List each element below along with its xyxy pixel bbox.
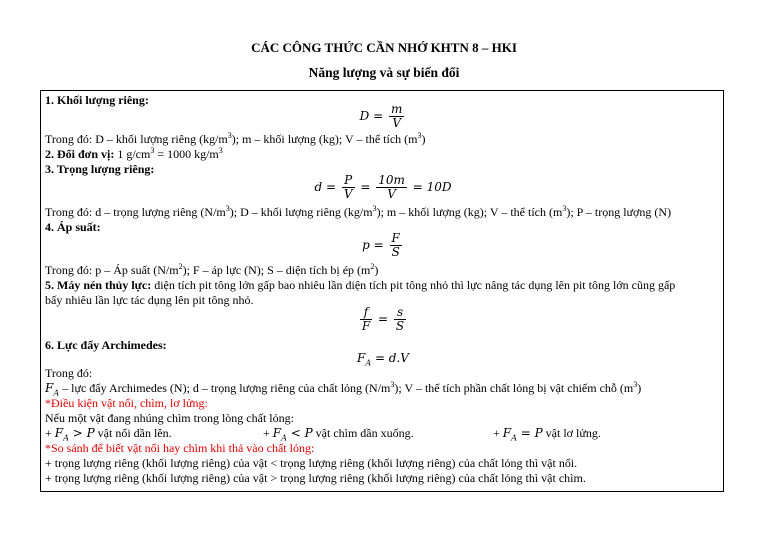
formula-lhs: d =	[314, 180, 337, 194]
superscript: 3	[633, 380, 638, 389]
formula-rhs: = d.V	[371, 351, 409, 365]
relation: < P	[286, 426, 313, 440]
symbol: F	[54, 426, 64, 440]
relation: = P	[516, 426, 543, 440]
denominator: S	[395, 319, 405, 333]
denominator: V	[343, 187, 353, 201]
superscript: 3	[417, 131, 422, 140]
text: diện tích pit tông lớn gấp bao nhiêu lần diện tích pit tông nhỏ thì lực nâng tác dụng lên pit tông lớn cũng gấp	[151, 278, 676, 292]
formula-lhs: D =	[359, 109, 384, 123]
fraction	[376, 174, 407, 201]
section-3-heading: 3. Trọng lượng riêng:	[45, 162, 155, 176]
document-subtitle: Năng lượng và sự biến đổi	[308, 65, 460, 80]
text: ); F – áp lực (N); S – diện tích bị ép (m	[182, 263, 371, 277]
text: 1 g/cm	[114, 147, 151, 161]
fraction	[342, 174, 355, 201]
fraction	[390, 232, 402, 259]
numerator: s	[394, 306, 406, 320]
archimedes-formula	[41, 351, 725, 366]
text: )	[421, 132, 426, 146]
subscript: A	[281, 433, 287, 443]
text: = 1000 kg/m	[154, 147, 219, 161]
superscript: 3	[225, 204, 230, 213]
numerator: P	[342, 174, 355, 188]
numerator: m	[390, 102, 403, 116]
condition-intro: Nếu một vật đang nhúng chìm trong lòng chất lỏng:	[45, 411, 294, 425]
case-suspend	[493, 426, 601, 441]
text: ); D – khối lượng riêng (kg/m	[229, 205, 373, 219]
fraction	[389, 103, 404, 130]
fraction	[360, 306, 372, 333]
case-sink	[263, 426, 414, 441]
text: Trong đó: p – Áp suất (N/m	[45, 263, 179, 277]
section-2-line	[45, 147, 223, 162]
symbol: F	[502, 426, 512, 440]
formula-rhs: = 10D	[412, 180, 452, 194]
density-formula	[41, 103, 725, 130]
section-5-line-1	[45, 278, 675, 293]
symbol: F	[45, 381, 54, 395]
superscript: 3	[372, 204, 377, 213]
section-2-heading: 2. Đổi đơn vị:	[45, 147, 115, 161]
section-6-where: Trong đó:	[45, 366, 93, 380]
superscript: 3	[562, 204, 567, 213]
condition-heading: *Điều kiện vật nổi, chìm, lơ lửng:	[45, 396, 208, 410]
text: ); m – khối lượng (kg); V – thể tích (m	[231, 132, 418, 146]
text: Trong đó: d – trọng lượng riêng (N/m	[45, 205, 226, 219]
section-4-note	[45, 263, 378, 278]
section-1-heading: 1. Khối lượng riêng:	[45, 93, 149, 107]
denominator: S	[391, 245, 400, 259]
text: )	[374, 263, 379, 277]
pressure-formula	[41, 232, 725, 259]
superscript: 3	[218, 146, 223, 155]
case-float	[45, 426, 172, 441]
subscript: A	[53, 388, 60, 398]
section-6-heading: 6. Lực đẩy Archimedes:	[45, 338, 167, 352]
text: Trong đó: D – khối lượng riêng (kg/m	[45, 132, 228, 146]
text: ); P – trọng lượng (N)	[566, 205, 672, 219]
relation: > P	[68, 426, 95, 440]
formula-box	[40, 90, 724, 492]
equals: =	[378, 312, 389, 326]
compare-heading: *So sánh để biết vật nổi hay chìm khi thả vào chất lỏng:	[45, 441, 315, 455]
text: +	[45, 426, 55, 440]
denominator: V	[392, 116, 401, 130]
superscript: 3	[390, 380, 395, 389]
hydraulic-formula	[41, 306, 725, 333]
subscript: A	[511, 433, 517, 443]
text: vật chìm dần xuống.	[312, 426, 414, 440]
numerator: f	[360, 306, 372, 320]
superscript: 2	[178, 262, 183, 271]
numerator: F	[391, 231, 400, 245]
symbol: F	[357, 351, 366, 365]
section-5-line-2: bấy nhiêu lần lực tác dụng lên pit tông nhỏ.	[45, 293, 254, 307]
compare-line-2: + trọng lượng riêng (khối lượng riêng) của vật > trọng lượng riêng (khối lượng riêng) của chất lỏng thì vật chìm.	[45, 471, 586, 485]
text: ); m – khối lượng (kg); V – thể tích (m	[376, 205, 563, 219]
text: )	[637, 381, 642, 395]
text: – lực đẩy Archimedes (N); d – trọng lượng riêng của chất lỏng (N/m	[59, 381, 391, 395]
fraction	[394, 306, 406, 333]
denominator: V	[387, 187, 396, 201]
section-6-definition	[45, 381, 641, 396]
text: ); V – thể tích phần chất lỏng bị vật chiếm chỗ (m	[394, 381, 634, 395]
text: vật nổi dần lên.	[94, 426, 172, 440]
specific-weight-formula	[41, 174, 725, 201]
condition-cases	[45, 426, 721, 441]
superscript: 2	[370, 262, 375, 271]
compare-line-1: + trọng lượng riêng (khối lượng riêng) của vật < trọng lượng riêng (khối lượng riêng) của chất lỏng thì vật nổi.	[45, 456, 578, 470]
section-3-note	[45, 205, 671, 220]
subscript: A	[63, 433, 69, 443]
superscript: 3	[150, 146, 155, 155]
formula-lhs: p =	[362, 238, 384, 252]
symbol: F	[272, 426, 282, 440]
text: vật lơ lửng.	[542, 426, 601, 440]
numerator: 10m	[378, 173, 405, 187]
text: +	[493, 426, 503, 440]
subscript: A	[365, 358, 372, 368]
text: +	[263, 426, 273, 440]
document-title: CÁC CÔNG THỨC CẦN NHỚ KHTN 8 – HKI	[251, 40, 517, 55]
superscript: 3	[227, 131, 232, 140]
section-1-note	[45, 132, 425, 147]
section-4-heading: 4. Áp suất:	[45, 220, 101, 234]
section-5-heading: 5. Máy nén thủy lực:	[45, 278, 152, 292]
equals: =	[360, 180, 371, 194]
denominator: F	[361, 319, 371, 333]
